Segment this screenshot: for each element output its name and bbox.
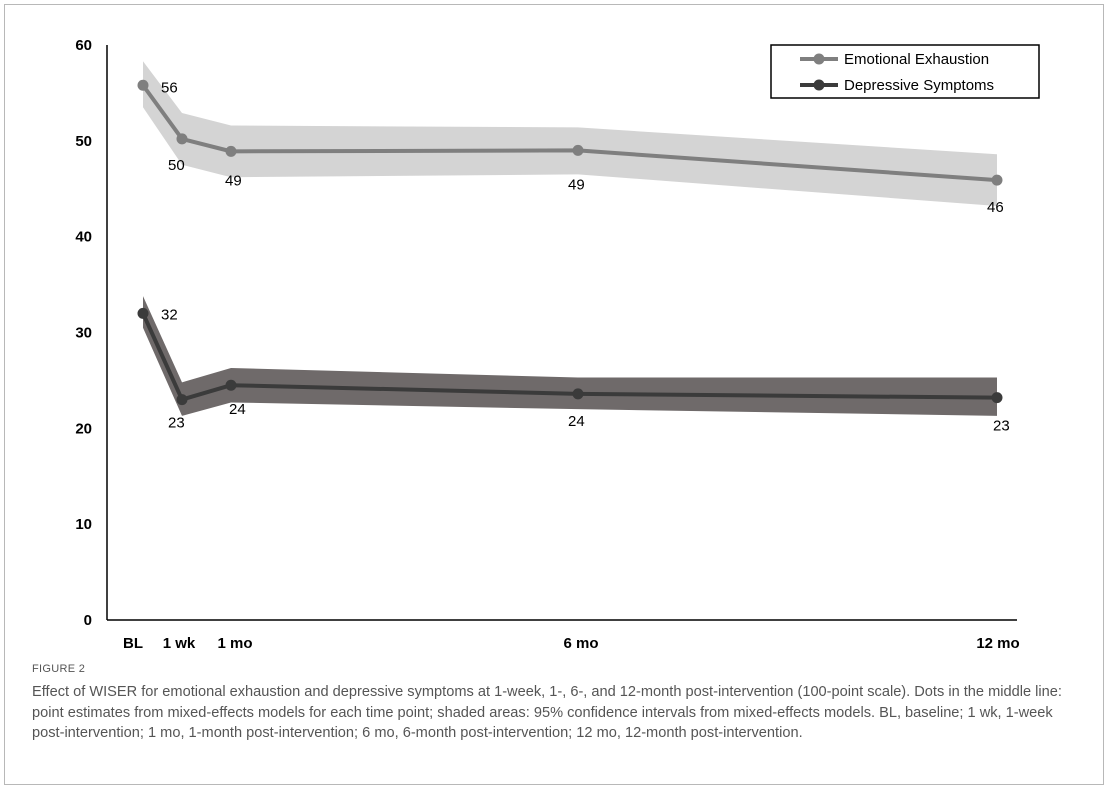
x-tick-label: 12 mo [976, 635, 1020, 652]
ci-bands-layer [143, 61, 997, 419]
legend [771, 45, 1039, 98]
depressive-symptoms-point [177, 394, 188, 405]
emotional-exhaustion-data-label: 56 [161, 79, 178, 97]
y-tick-label: 40 [75, 228, 92, 246]
y-tick-label: 60 [75, 37, 92, 54]
depressive-symptoms-point [138, 308, 149, 319]
emotional-exhaustion-point [177, 133, 188, 144]
depressive-symptoms-data-label: 24 [229, 401, 246, 419]
depressive-symptoms-point [992, 392, 1003, 403]
emotional-exhaustion-legend-label: Emotional Exhaustion [844, 51, 990, 68]
depressive-symptoms-legend-label: Depressive Symptoms [844, 77, 995, 94]
figure-caption: Effect of WISER for emotional exhaustion and depressive symptoms at 1-week, 1-, 6-, and 12-month post-intervention (100-point scale). Dots in the middle line: point estimates from mixed-effects models for each time point; shaded areas: 95% confidence intervals from mixed-effects models. BL, baseline; 1 wk, 1-week post-intervention; 1 mo, 1-month post-intervention; 6 mo, 6-month post-intervention; 12 mo, 12-month post-intervention. [32, 684, 1062, 741]
depressive-symptoms-data-label: 23 [993, 417, 1010, 435]
emotional-exhaustion-data-label: 46 [987, 199, 1004, 217]
depressive-symptoms-data-label: 23 [168, 414, 185, 432]
depressive-symptoms-point [573, 388, 584, 399]
y-tick-label: 20 [75, 420, 92, 438]
depressive-symptoms-legend-marker [814, 80, 825, 91]
emotional-exhaustion-data-label: 49 [225, 172, 242, 190]
depressive-symptoms-data-label: 32 [161, 306, 178, 324]
figure-label: FIGURE 2 [32, 663, 86, 675]
emotional-exhaustion-point [573, 145, 584, 156]
emotional-exhaustion-point [138, 80, 149, 91]
emotional-exhaustion-data-label: 49 [568, 176, 585, 194]
x-tick-label: 6 mo [563, 635, 599, 652]
y-tick-label: 50 [75, 132, 92, 150]
x-tick-label: BL [123, 635, 143, 652]
x-tick-label: 1 wk [162, 635, 196, 652]
y-tick-label: 30 [75, 324, 92, 342]
emotional-exhaustion-point [992, 175, 1003, 186]
emotional-exhaustion-data-label: 50 [168, 156, 185, 174]
depressive-symptoms-point [226, 380, 237, 391]
depressive-symptoms-data-label: 24 [568, 412, 585, 430]
emotional-exhaustion-point [226, 146, 237, 157]
y-tick-label: 10 [75, 516, 92, 534]
x-tick-label: 1 mo [217, 635, 253, 652]
y-tick-label: 0 [83, 612, 92, 629]
emotional-exhaustion-legend-marker [814, 54, 825, 65]
